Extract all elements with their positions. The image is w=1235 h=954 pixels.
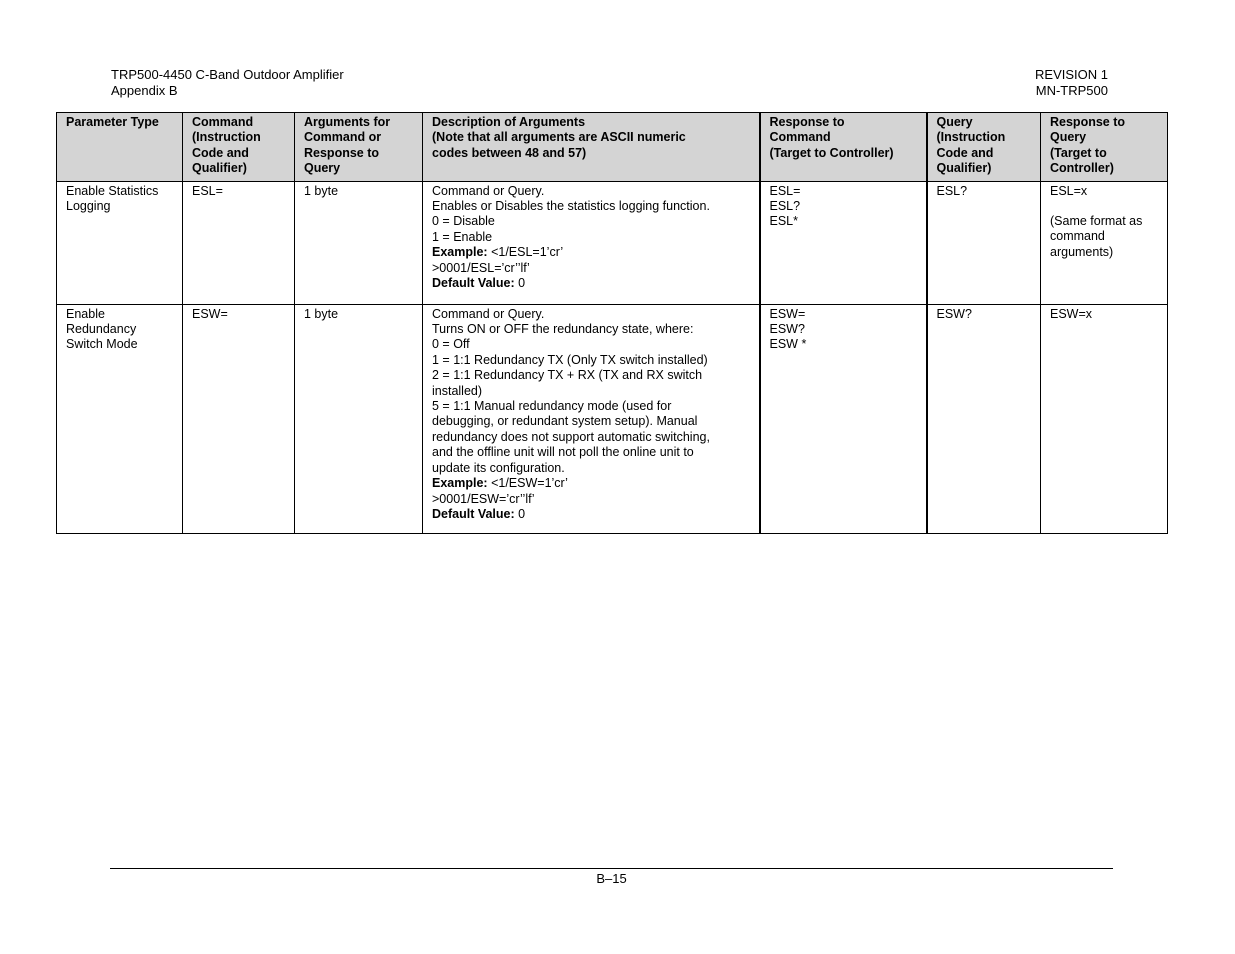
example-line <box>432 245 750 260</box>
example-response: >0001/ESW=’cr’’lf’ <box>432 491 535 506</box>
col-header-query: Query (Instruction Code and Qualifier) <box>927 113 1041 182</box>
manual-number: MN-TRP500 <box>1035 83 1108 98</box>
desc-line: Command or Query. <box>432 306 545 321</box>
cell-response-to-query <box>1041 181 1168 304</box>
desc-line: 0 = Disable <box>432 214 495 229</box>
default-label: Default Value: <box>432 506 515 521</box>
desc-line: 5 = 1:1 Manual redundancy mode (used for debugging, or redundant system setup). Manual redundancy does not support automatic switching, and the offline unit will not poll the online unit to update its configuration. <box>432 399 710 475</box>
col-header-arguments: Arguments for Command or Response to Query <box>295 113 423 182</box>
cell-query: ESL? <box>927 181 1041 304</box>
response-query-value: ESL=x <box>1050 183 1088 198</box>
document-header-right <box>1035 67 1108 99</box>
example-response: >0001/ESL=’cr’’lf’ <box>432 260 530 275</box>
example-value: <1/ESW=1’cr’ <box>487 476 568 491</box>
document-title: TRP500-4450 C-Band Outdoor Amplifier <box>111 67 344 82</box>
table-header-row <box>57 113 1168 182</box>
default-value: 0 <box>514 276 526 291</box>
example-label: Example: <box>432 245 488 260</box>
col-header-parameter-type: Parameter Type <box>57 113 183 182</box>
col-header-response-to-query: Response to Query (Target to Controller) <box>1041 113 1168 182</box>
cell-description <box>423 181 760 304</box>
cell-arguments: 1 byte <box>295 304 423 533</box>
col-header-command: Command (Instruction Code and Qualifier) <box>183 113 295 182</box>
command-table <box>56 112 1168 534</box>
default-value: 0 <box>514 506 526 521</box>
cell-description <box>423 304 760 533</box>
desc-line: Command or Query. <box>432 183 545 198</box>
example-line <box>432 476 750 491</box>
cell-query: ESW? <box>927 304 1041 533</box>
cell-parameter-type: Enable Statistics Logging <box>57 181 183 304</box>
table-row <box>57 304 1168 533</box>
desc-line: 1 = Enable <box>432 229 493 244</box>
desc-line: Turns ON or OFF the redundancy state, where: <box>432 322 694 337</box>
example-label: Example: <box>432 476 488 491</box>
desc-line: 0 = Off <box>432 337 470 352</box>
document-header-left <box>111 67 344 99</box>
cell-response-to-query: ESW=x <box>1041 304 1168 533</box>
cell-response-to-command: ESW= ESW? ESW * <box>760 304 927 533</box>
appendix-label: Appendix B <box>111 83 178 98</box>
desc-line: Enables or Disables the statistics logging function. <box>432 199 710 214</box>
example-value: <1/ESL=1’cr’ <box>487 245 564 260</box>
table-row <box>57 181 1168 304</box>
page-number: B–15 <box>596 871 627 886</box>
default-line <box>432 507 750 522</box>
cell-parameter-type: Enable Redundancy Switch Mode <box>57 304 183 533</box>
col-header-response-to-command: Response to Command (Target to Controller) <box>760 113 927 182</box>
spacer <box>1050 199 1158 214</box>
default-label: Default Value: <box>432 276 515 291</box>
cell-arguments: 1 byte <box>295 181 423 304</box>
desc-line: 1 = 1:1 Redundancy TX (Only TX switch installed) <box>432 352 708 367</box>
cell-response-to-command: ESL= ESL? ESL* <box>760 181 927 304</box>
footer-divider <box>110 868 1113 869</box>
revision-label: REVISION 1 <box>1035 67 1108 82</box>
cell-command: ESL= <box>183 181 295 304</box>
response-query-note: (Same format as command arguments) <box>1050 214 1143 259</box>
default-line <box>432 276 750 291</box>
desc-line: 2 = 1:1 Redundancy TX + RX (TX and RX switch installed) <box>432 368 703 398</box>
col-header-description: Description of Arguments (Note that all arguments are ASCII numeric codes between 48 and 57) <box>423 113 760 182</box>
cell-command: ESW= <box>183 304 295 533</box>
